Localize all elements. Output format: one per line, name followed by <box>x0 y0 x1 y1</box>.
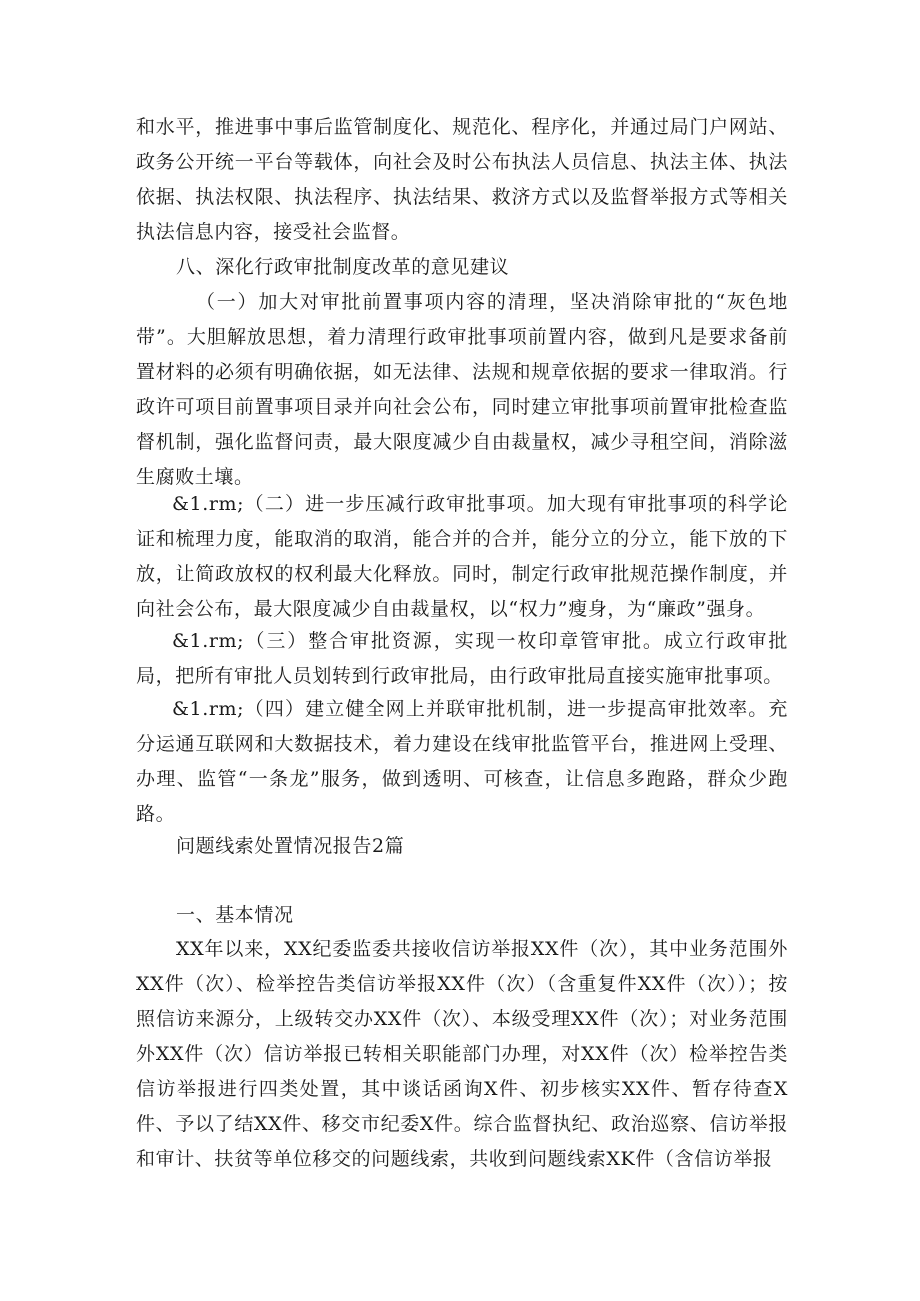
paragraph-item-3: &1.rm;（三）整合审批资源，实现一枚印章管审批。成立行政审批局，把所有审批人员划转到行政审批局，由行政审批局直接实施审批事项。 <box>136 630 788 687</box>
paragraph-intro: 和水平，推进事中事后监管制度化、规范化、程序化，并通过局门户网站、政务公开统一平台等载体，向社会及时公布执法人员信息、执法主体、执法依据、执法权限、执法程序、执法结果、救济方式以及监督举报方式等相关执法信息内容，接受社会监督。 <box>136 116 788 243</box>
paragraph-item-1: （一）加大对审批前置事项内容的清理，坚决消除审批的“灰色地带”。大胆解放思想，着力清理行政审批事项前置内容，做到凡是要求备前置材料的必须有明确依据，如无法律、法规和规章依据的要求一律取消。行政许可项目前置事项目录并向社会公布，同时建立审批事项前置审批检查监督机制，强化监督问责，最大限度减少自由裁量权，减少寻租空间，消除滋生腐败土壤。 <box>136 291 788 488</box>
report-title: 问题线索处置情况报告2篇 <box>176 835 405 857</box>
paragraph-item-4: &1.rm;（四）建立健全网上并联审批机制，进一步提高审批效率。充分运通互联网和大数据技术，着力建设在线审批监管平台，推进网上受理、办理、监管“一条龙”服务，做到透明、可核查，让信息多跑路，群众少跑路。 <box>136 698 788 825</box>
paragraph-basic-situation: XX年以来，XX纪委监委共接收信访举报XX件（次），其中业务范围外XX件（次）、检举控告类信访举报XX件（次）（含重复件XX件（次））；按照信访来源分，上级转交办XX件（次）、本级受理XX件（次）；对业务范围外XX件（次）信访举报已转相关职能部门办理，对XX件（次）检举控告类信访举报进行四类处置，其中谈话函询X件、初步核实XX件、暂存待查X件、予以了结XX件、移交市纪委X件。综合监督执纪、政治巡察、信访举报和审计、扶贫等单位移交的问题线索，共收到问题线索XK件（含信访举报 <box>136 938 788 1170</box>
section-heading-8: 八、深化行政审批制度改革的意见建议 <box>176 256 510 278</box>
paragraph-item-2: &1.rm;（二）进一步压减行政审批事项。加大现有审批事项的科学论证和梳理力度，能取消的取消，能合并的合并，能分立的分立，能下放的下放，让简政放权的权利最大化释放。同时，制定行政审批规范操作制度，并向社会公布，最大限度减少自由裁量权，以“权力”瘦身，为“廉政”强身。 <box>136 493 788 620</box>
section-heading-basic: 一、基本情况 <box>176 904 294 926</box>
